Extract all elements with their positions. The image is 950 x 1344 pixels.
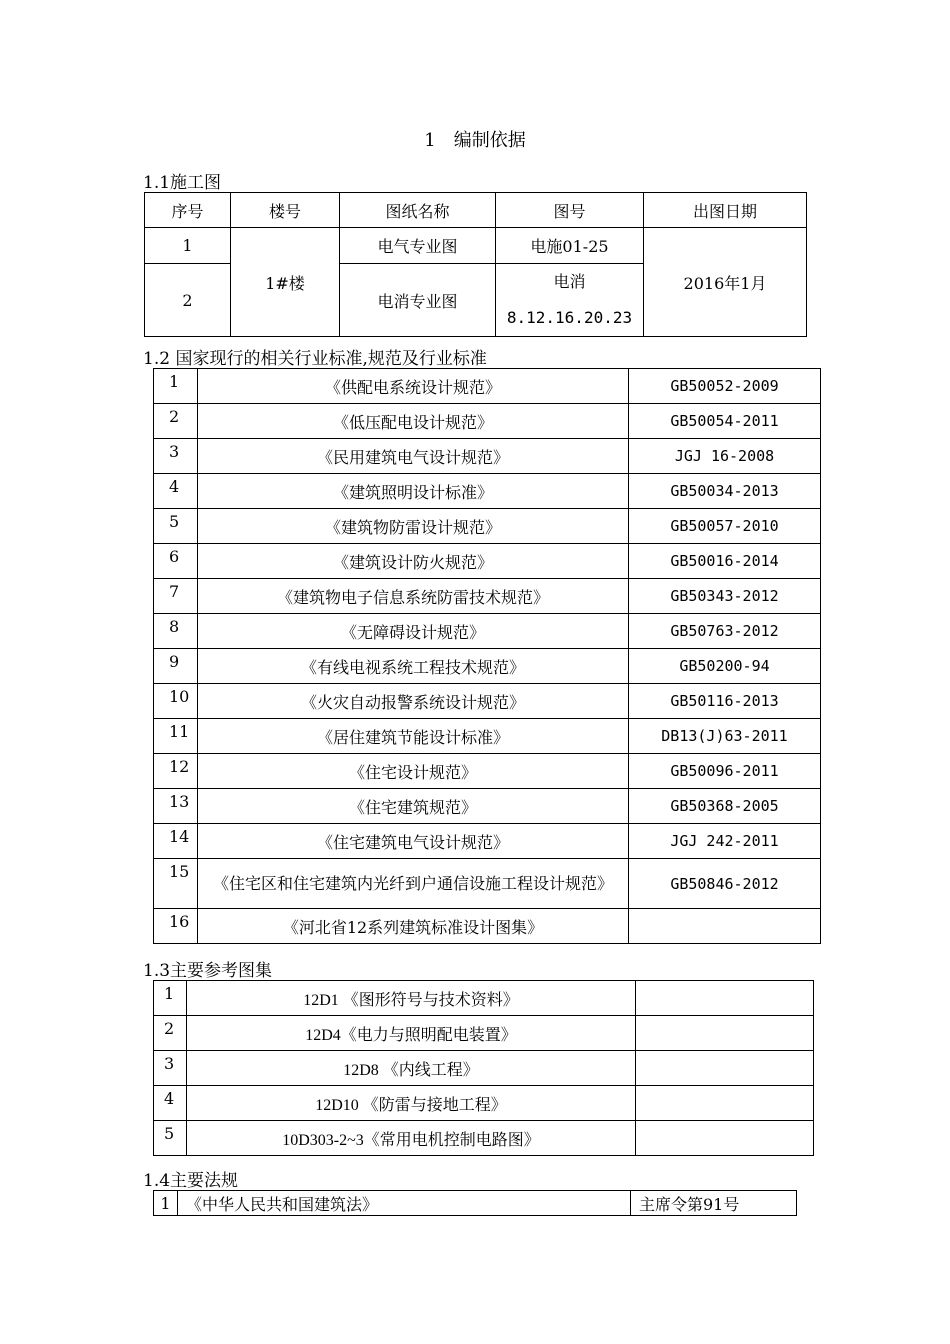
atlas-name: 12D8 《内线工程》 xyxy=(187,1051,636,1086)
section-heading-1-2: 1.2 国家现行的相关行业标准,规范及行业标准 xyxy=(143,349,487,369)
table-row xyxy=(154,981,814,1016)
table-row xyxy=(154,649,821,684)
table-row xyxy=(154,474,821,509)
standard-name: 《建筑设计防火规范》 xyxy=(198,544,629,579)
standard-code: GB50116-2013 xyxy=(629,684,821,719)
standard-code: GB50096-2011 xyxy=(629,754,821,789)
table-row xyxy=(154,544,821,579)
standard-code xyxy=(629,909,821,944)
row-number: 14 xyxy=(154,824,198,859)
standard-name: 《河北省12系列建筑标准设计图集》 xyxy=(198,909,629,944)
drawing-code xyxy=(496,264,644,337)
table-header-row xyxy=(145,193,807,228)
standard-name: 《居住建筑节能设计标准》 xyxy=(198,719,629,754)
table-row xyxy=(154,1191,797,1216)
row-number: 5 xyxy=(154,1121,187,1156)
table-row xyxy=(154,789,821,824)
standard-code: GB50200-94 xyxy=(629,649,821,684)
standard-name: 《民用建筑电气设计规范》 xyxy=(198,439,629,474)
table-row xyxy=(154,1086,814,1121)
atlas-name: 12D1 《图形符号与技术资料》 xyxy=(187,981,636,1016)
header-cell: 序号 xyxy=(145,193,231,228)
table-row xyxy=(154,754,821,789)
building-cell: 1#楼 xyxy=(231,228,340,337)
standard-code: GB50034-2013 xyxy=(629,474,821,509)
standard-code: DB13(J)63-2011 xyxy=(629,719,821,754)
standard-name: 《无障碍设计规范》 xyxy=(198,614,629,649)
standard-name: 《建筑物防雷设计规范》 xyxy=(198,509,629,544)
row-number: 1 xyxy=(154,981,187,1016)
table-row xyxy=(154,1121,814,1156)
standard-code: GB50057-2010 xyxy=(629,509,821,544)
header-cell: 图号 xyxy=(496,193,644,228)
table-row xyxy=(154,439,821,474)
table-row xyxy=(154,614,821,649)
standard-name: 《低压配电设计规范》 xyxy=(198,404,629,439)
standard-code: GB50052-2009 xyxy=(629,369,821,404)
row-number: 1 xyxy=(154,369,198,404)
row-number: 5 xyxy=(154,509,198,544)
header-cell: 出图日期 xyxy=(644,193,807,228)
standard-name: 《建筑物电子信息系统防雷技术规范》 xyxy=(198,579,629,614)
standard-name: 《供配电系统设计规范》 xyxy=(198,369,629,404)
row-number: 8 xyxy=(154,614,198,649)
row-number: 1 xyxy=(154,1191,178,1216)
atlas-extra xyxy=(636,981,814,1016)
row-number: 7 xyxy=(154,579,198,614)
page-title: 1 编制依据 xyxy=(424,130,526,151)
standard-name: 《建筑照明设计标准》 xyxy=(198,474,629,509)
standard-code: GB50016-2014 xyxy=(629,544,821,579)
row-number: 2 xyxy=(145,264,231,337)
row-number: 2 xyxy=(154,1016,187,1051)
table-row xyxy=(154,719,821,754)
section-heading-1-4: 1.4主要法规 xyxy=(143,1171,239,1191)
standard-code: JGJ 242-2011 xyxy=(629,824,821,859)
table-row xyxy=(154,369,821,404)
row-number: 6 xyxy=(154,544,198,579)
table-row xyxy=(154,909,821,944)
standard-code: GB50368-2005 xyxy=(629,789,821,824)
atlas-extra xyxy=(636,1086,814,1121)
row-number: 4 xyxy=(154,1086,187,1121)
atlas-name: 12D4《电力与照明配电装置》 xyxy=(187,1016,636,1051)
standard-name: 《有线电视系统工程技术规范》 xyxy=(198,649,629,684)
table-row xyxy=(145,228,807,264)
row-number: 2 xyxy=(154,404,198,439)
atlas-extra xyxy=(636,1121,814,1156)
regulation-code: 主席令第91号 xyxy=(631,1191,797,1216)
standard-code: JGJ 16-2008 xyxy=(629,439,821,474)
table-row xyxy=(154,859,821,909)
standard-name: 《住宅建筑电气设计规范》 xyxy=(198,824,629,859)
standard-name: 《火灾自动报警系统设计规范》 xyxy=(198,684,629,719)
row-number: 9 xyxy=(154,649,198,684)
drawing-name: 电气专业图 xyxy=(340,228,496,264)
standard-name: 《住宅建筑规范》 xyxy=(198,789,629,824)
drawing-code-line: 8.12.16.20.23 xyxy=(506,308,633,327)
drawing-code-line: 电消 xyxy=(553,272,586,291)
standard-code: GB50763-2012 xyxy=(629,614,821,649)
row-number: 12 xyxy=(154,754,198,789)
row-number: 10 xyxy=(154,684,198,719)
drawings-table xyxy=(144,192,807,337)
atlas-extra xyxy=(636,1016,814,1051)
section-heading-1-3: 1.3主要参考图集 xyxy=(143,961,273,981)
header-cell: 楼号 xyxy=(231,193,340,228)
table-row xyxy=(154,824,821,859)
issue-date: 2016年1月 xyxy=(644,228,807,337)
standard-code: GB50846-2012 xyxy=(629,859,821,909)
standard-code: GB50343-2012 xyxy=(629,579,821,614)
table-row xyxy=(154,509,821,544)
row-number: 13 xyxy=(154,789,198,824)
regulations-table xyxy=(153,1190,797,1216)
row-number: 1 xyxy=(145,228,231,264)
section-heading-1-1: 1.1施工图 xyxy=(143,173,222,193)
standard-name: 《住宅区和住宅建筑内光纤到户通信设施工程设计规范》 xyxy=(198,859,629,909)
row-number: 16 xyxy=(154,909,198,944)
standard-name: 《住宅设计规范》 xyxy=(198,754,629,789)
header-cell: 图纸名称 xyxy=(340,193,496,228)
atlas-name: 12D10 《防雷与接地工程》 xyxy=(187,1086,636,1121)
table-row xyxy=(154,404,821,439)
drawing-code: 电施01-25 xyxy=(496,228,644,264)
standard-code: GB50054-2011 xyxy=(629,404,821,439)
row-number: 3 xyxy=(154,1051,187,1086)
row-number: 11 xyxy=(154,719,198,754)
drawing-name: 电消专业图 xyxy=(340,264,496,337)
atlas-extra xyxy=(636,1051,814,1086)
atlas-table xyxy=(153,980,814,1156)
standards-table xyxy=(153,368,821,944)
atlas-name: 10D303-2~3《常用电机控制电路图》 xyxy=(187,1121,636,1156)
regulation-name: 《中华人民共和国建筑法》 xyxy=(178,1191,631,1216)
table-row xyxy=(154,684,821,719)
row-number: 15 xyxy=(154,859,198,909)
table-row xyxy=(154,579,821,614)
table-row xyxy=(154,1016,814,1051)
row-number: 4 xyxy=(154,474,198,509)
row-number: 3 xyxy=(154,439,198,474)
table-row xyxy=(154,1051,814,1086)
